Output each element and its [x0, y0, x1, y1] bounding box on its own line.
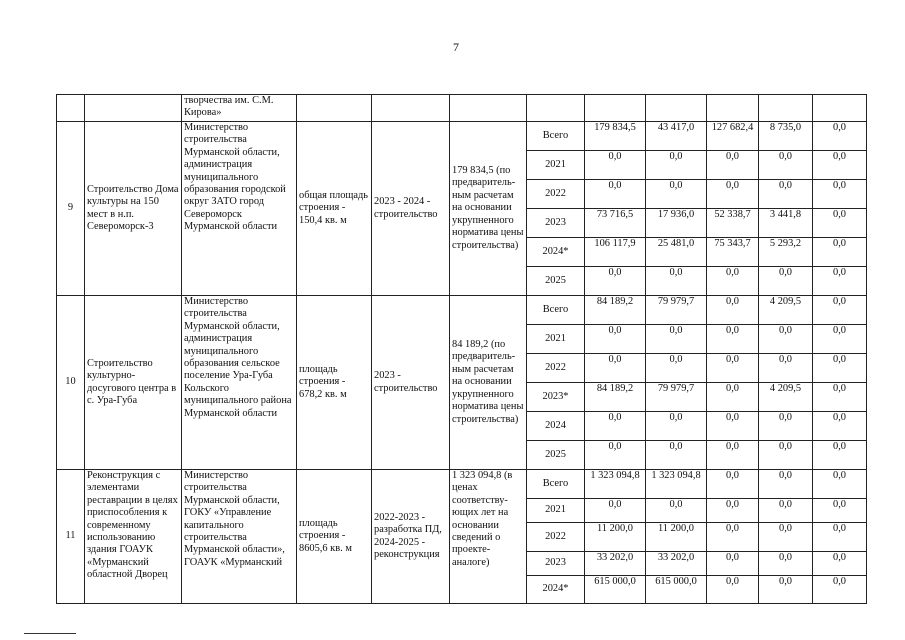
local-value-cell: 0,0 [759, 412, 813, 441]
year-cell: Всего [527, 296, 585, 325]
regional-value-cell: 52 338,7 [707, 209, 759, 238]
year-cell: 2021 [527, 499, 585, 523]
federal-value-cell: 25 481,0 [646, 238, 707, 267]
period-cell: 2023 - строительство [372, 296, 450, 470]
federal-value-cell: 0,0 [646, 441, 707, 470]
object-row [57, 296, 867, 325]
local-value-cell: 0,0 [759, 552, 813, 576]
other-value-cell: 0,0 [813, 576, 867, 604]
period-cell: 2023 - 2024 - строительство [372, 122, 450, 296]
local-value-cell: 0,0 [759, 576, 813, 604]
customer-cell: Министерство строительства Мурманской области, администрация муниципального образования сельское поселение Ура-Губа Кольского муниципального района Мурманской области [182, 296, 297, 470]
local-value-cell: 0,0 [759, 354, 813, 383]
federal-value-cell: 0,0 [646, 499, 707, 523]
total-value-cell: 0,0 [585, 441, 646, 470]
total-value-cell: 11 200,0 [585, 523, 646, 552]
continuation-row [57, 95, 867, 122]
footnote-divider [24, 633, 76, 634]
federal-value-cell: 11 200,0 [646, 523, 707, 552]
object-name-cell: Строительство культурно-досугового центра в с. Ура-Губа [85, 296, 182, 470]
regional-value-cell: 0,0 [707, 296, 759, 325]
regional-value-cell: 75 343,7 [707, 238, 759, 267]
other-value-cell: 0,0 [813, 383, 867, 412]
other-value-cell: 0,0 [813, 499, 867, 523]
cont-power-cell [297, 95, 372, 122]
other-value-cell: 0,0 [813, 238, 867, 267]
regional-value-cell: 0,0 [707, 267, 759, 296]
local-value-cell: 0,0 [759, 523, 813, 552]
local-value-cell: 4 209,5 [759, 383, 813, 412]
capacity-cell: общая площадь строения - 150,4 кв. м [297, 122, 372, 296]
row-number-cell: 10 [57, 296, 85, 470]
year-cell: 2025 [527, 441, 585, 470]
customer-cell: Министерство строительства Мурманской области, администрация муниципального образования городской округ ЗАТО город Североморск Мурманской области [182, 122, 297, 296]
regional-value-cell: 0,0 [707, 383, 759, 412]
investment-objects-table [56, 94, 867, 604]
cont-cost-cell [450, 95, 527, 122]
capacity-cell: площадь строения - 8605,6 кв. м [297, 470, 372, 604]
year-cell: 2021 [527, 151, 585, 180]
cont-regional-cell [707, 95, 759, 122]
total-value-cell: 0,0 [585, 499, 646, 523]
total-value-cell: 615 000,0 [585, 576, 646, 604]
local-value-cell: 0,0 [759, 180, 813, 209]
year-cell: 2022 [527, 523, 585, 552]
federal-value-cell: 43 417,0 [646, 122, 707, 151]
year-cell: Всего [527, 470, 585, 499]
other-value-cell: 0,0 [813, 122, 867, 151]
cont-local-cell [759, 95, 813, 122]
local-value-cell: 8 735,0 [759, 122, 813, 151]
cont-other-cell [813, 95, 867, 122]
regional-value-cell: 0,0 [707, 441, 759, 470]
year-cell: 2024* [527, 238, 585, 267]
federal-value-cell: 0,0 [646, 180, 707, 209]
regional-value-cell: 0,0 [707, 180, 759, 209]
other-value-cell: 0,0 [813, 441, 867, 470]
object-name-cell: Реконструкция с элементами реставрации в целях приспособления к современному использованию здания ГОАУК «Мурманский областной Дворец [85, 470, 182, 604]
total-value-cell: 0,0 [585, 267, 646, 296]
page-number: 7 [453, 40, 459, 54]
other-value-cell: 0,0 [813, 552, 867, 576]
local-value-cell: 0,0 [759, 151, 813, 180]
federal-value-cell: 0,0 [646, 412, 707, 441]
total-value-cell: 0,0 [585, 325, 646, 354]
total-value-cell: 0,0 [585, 412, 646, 441]
total-value-cell: 0,0 [585, 354, 646, 383]
total-value-cell: 0,0 [585, 180, 646, 209]
total-value-cell: 179 834,5 [585, 122, 646, 151]
total-value-cell: 33 202,0 [585, 552, 646, 576]
federal-value-cell: 79 979,7 [646, 383, 707, 412]
federal-value-cell: 1 323 094,8 [646, 470, 707, 499]
estimated-cost-cell: 179 834,5 (по предваритель-ным расчетам на основании укрупненного норматива цены строительства) [450, 122, 527, 296]
other-value-cell: 0,0 [813, 267, 867, 296]
regional-value-cell: 0,0 [707, 470, 759, 499]
federal-value-cell: 0,0 [646, 267, 707, 296]
regional-value-cell: 0,0 [707, 412, 759, 441]
total-value-cell: 0,0 [585, 151, 646, 180]
year-cell: 2022 [527, 180, 585, 209]
regional-value-cell: 0,0 [707, 325, 759, 354]
local-value-cell: 0,0 [759, 325, 813, 354]
local-value-cell: 0,0 [759, 499, 813, 523]
customer-cell: Министерство строительства Мурманской области, ГОКУ «Управление капитального строительства Мурманской области», ГОАУК «Мурманский [182, 470, 297, 604]
other-value-cell: 0,0 [813, 412, 867, 441]
year-cell: 2023* [527, 383, 585, 412]
local-value-cell: 0,0 [759, 441, 813, 470]
cont-year-cell [527, 95, 585, 122]
object-row [57, 122, 867, 151]
federal-value-cell: 0,0 [646, 325, 707, 354]
cont-federal-cell [646, 95, 707, 122]
total-value-cell: 84 189,2 [585, 383, 646, 412]
local-value-cell: 0,0 [759, 267, 813, 296]
object-row [57, 470, 867, 499]
year-cell: 2023 [527, 552, 585, 576]
total-value-cell: 106 117,9 [585, 238, 646, 267]
regional-value-cell: 0,0 [707, 552, 759, 576]
total-value-cell: 84 189,2 [585, 296, 646, 325]
federal-value-cell: 0,0 [646, 354, 707, 383]
estimated-cost-cell: 1 323 094,8 (в ценах соответству-ющих лет на основании сведений о проекте-аналоге) [450, 470, 527, 604]
cont-customer-cell: творчества им. С.М. Кирова» [182, 95, 297, 122]
federal-value-cell: 615 000,0 [646, 576, 707, 604]
regional-value-cell: 0,0 [707, 354, 759, 383]
object-rows [57, 122, 867, 604]
year-cell: 2024* [527, 576, 585, 604]
row-number-cell: 9 [57, 122, 85, 296]
regional-value-cell: 127 682,4 [707, 122, 759, 151]
regional-value-cell: 0,0 [707, 151, 759, 180]
other-value-cell: 0,0 [813, 151, 867, 180]
cont-total-cell [585, 95, 646, 122]
local-value-cell: 5 293,2 [759, 238, 813, 267]
object-name-cell: Строительство Дома культуры на 150 мест в н.п. Североморск-3 [85, 122, 182, 296]
local-value-cell: 4 209,5 [759, 296, 813, 325]
total-value-cell: 73 716,5 [585, 209, 646, 238]
other-value-cell: 0,0 [813, 523, 867, 552]
federal-value-cell: 33 202,0 [646, 552, 707, 576]
period-cell: 2022-2023 - разработка ПД, 2024-2025 - реконструкция [372, 470, 450, 604]
cont-name-cell [85, 95, 182, 122]
federal-value-cell: 0,0 [646, 151, 707, 180]
other-value-cell: 0,0 [813, 209, 867, 238]
regional-value-cell: 0,0 [707, 576, 759, 604]
capacity-cell: площадь строения - 678,2 кв. м [297, 296, 372, 470]
other-value-cell: 0,0 [813, 470, 867, 499]
year-cell: 2023 [527, 209, 585, 238]
regional-value-cell: 0,0 [707, 523, 759, 552]
cont-num-cell [57, 95, 85, 122]
local-value-cell: 3 441,8 [759, 209, 813, 238]
row-number-cell: 11 [57, 470, 85, 604]
year-cell: 2025 [527, 267, 585, 296]
federal-value-cell: 17 936,0 [646, 209, 707, 238]
year-cell: 2021 [527, 325, 585, 354]
regional-value-cell: 0,0 [707, 499, 759, 523]
other-value-cell: 0,0 [813, 296, 867, 325]
other-value-cell: 0,0 [813, 325, 867, 354]
other-value-cell: 0,0 [813, 354, 867, 383]
local-value-cell: 0,0 [759, 470, 813, 499]
other-value-cell: 0,0 [813, 180, 867, 209]
year-cell: 2024 [527, 412, 585, 441]
year-cell: Всего [527, 122, 585, 151]
cont-period-cell [372, 95, 450, 122]
year-cell: 2022 [527, 354, 585, 383]
estimated-cost-cell: 84 189,2 (по предваритель-ным расчетам на основании укрупненного норматива цены строительства) [450, 296, 527, 470]
total-value-cell: 1 323 094,8 [585, 470, 646, 499]
federal-value-cell: 79 979,7 [646, 296, 707, 325]
